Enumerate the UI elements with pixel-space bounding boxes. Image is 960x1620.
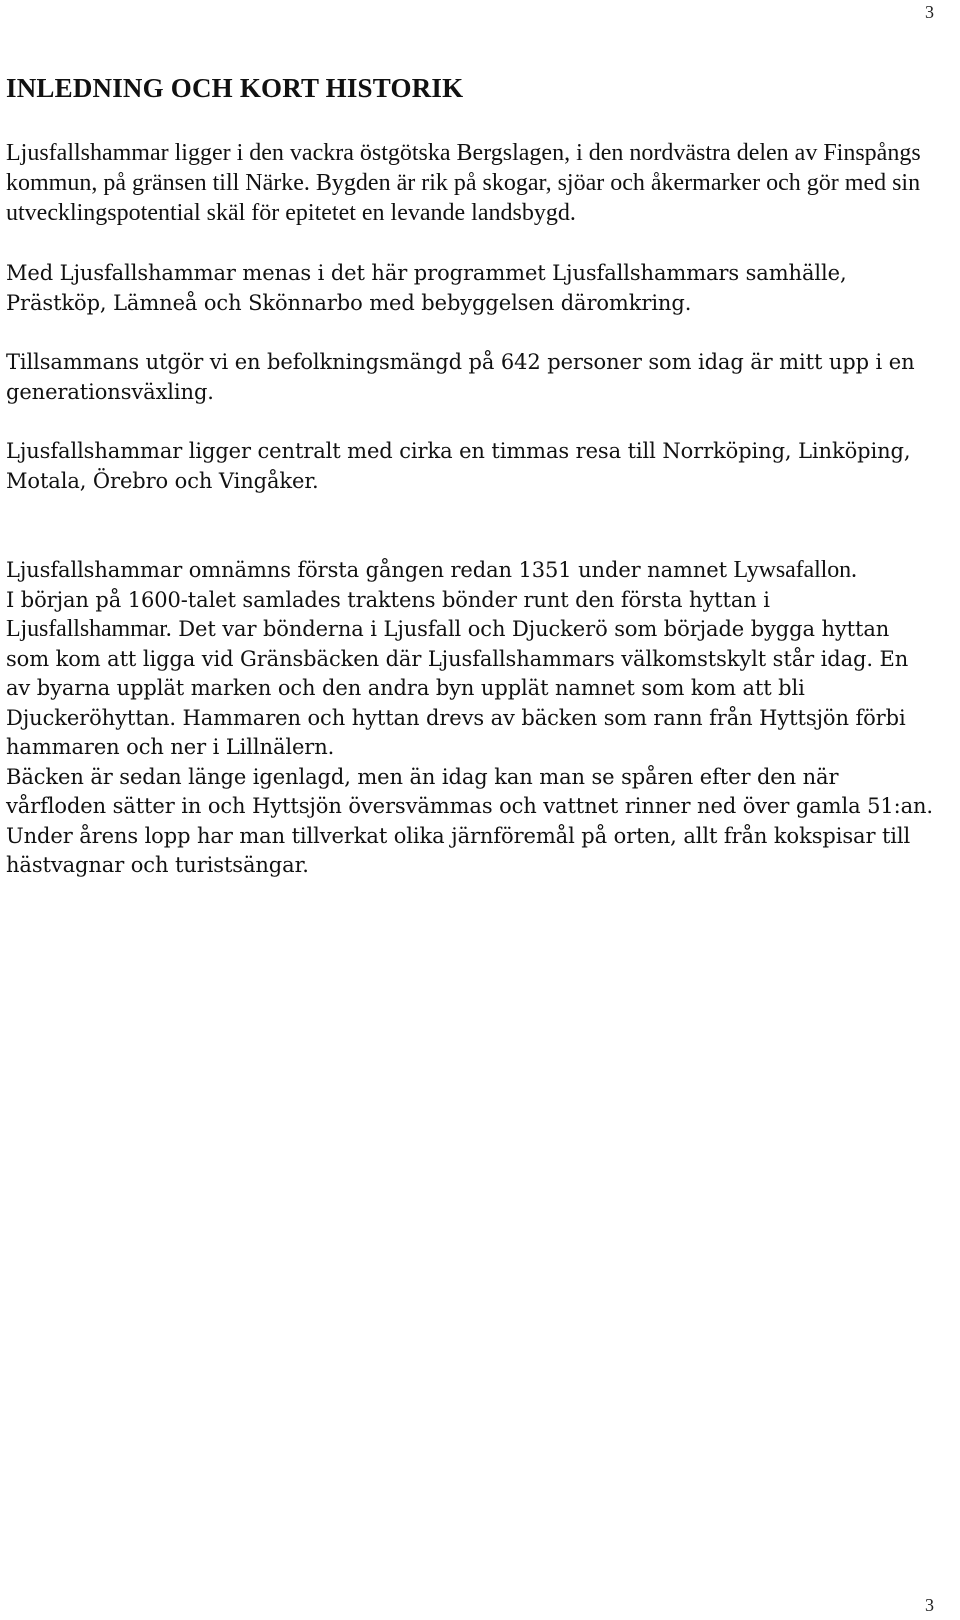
history-text-1: I början på 1600-talet samlades traktens bönder runt den första hyttan i [6,587,770,612]
paragraph-products: Under årens lopp har man tillverkat olika järnföremål på orten, allt från kokspisar till hästvagnar och turistsängar. [6,823,911,877]
history-text-5: Hammaren och hyttan drevs av bäcken som rann från Hyttsjön förbi hammaren och ner i Lillnälern. [6,705,906,759]
history-text-3: Det var bönderna i Ljusfall och Djuckerö som började bygga hyttan som kom att ligga vid Gränsbäcken där Ljusfallshammars välkomstskylt står idag. [6,617,890,671]
document-body [6,70,936,881]
paragraph-history [6,586,936,763]
paragraph-population: Tillsammans utgör vi en befolkningsmängd på 642 personer som idag är mitt upp i en generationsväxling. [6,350,915,404]
first-mention-text: Ljusfallshammar omnämns första gången redan 1351 under namnet [6,558,734,582]
page-number-bottom: 3 [925,1595,934,1615]
paragraph-location: Ljusfallshammar ligger centralt med cirka en timmas resa till Norrköping, Linköping, Motala, Örebro och Vingåker. [6,439,911,493]
section-heading: INLEDNING OCH KORT HISTORIK [6,73,464,103]
page-number-top: 3 [925,2,934,22]
paragraph-intro: Ljusfallshammar ligger i den vackra östgötska Bergslagen, i den nordvästra delen av Finspångs kommun, på gränsen till Närke. Bygden är rik på skogar, sjöar och åkermarker och gör med sin utvecklingspotential skäl för epitetet en levande landsbygd. [6,140,921,226]
paragraph-stream: Bäcken är sedan länge igenlagd, men än idag kan man se spåren efter den när vårfloden sätter in och Hyttsjön översvämmas och vattnet rinner ned över gamla 51:an. [6,764,933,818]
paragraph-first-mention [6,556,936,586]
history-text-2: Ljusfallshammar. [6,616,172,642]
history-text-4: En av byarna upplät marken och den andra byn upplät namnet som kom att bli Djuckeröhyttan. [6,646,909,730]
paragraph-definition: Med Ljusfallshammar menas i det här programmet Ljusfallshammars samhälle, Prästköp, Lämneå och Skönnarbo med bebyggelsen däromkring. [6,261,847,315]
first-mention-name: Lywsafallon. [733,557,857,583]
